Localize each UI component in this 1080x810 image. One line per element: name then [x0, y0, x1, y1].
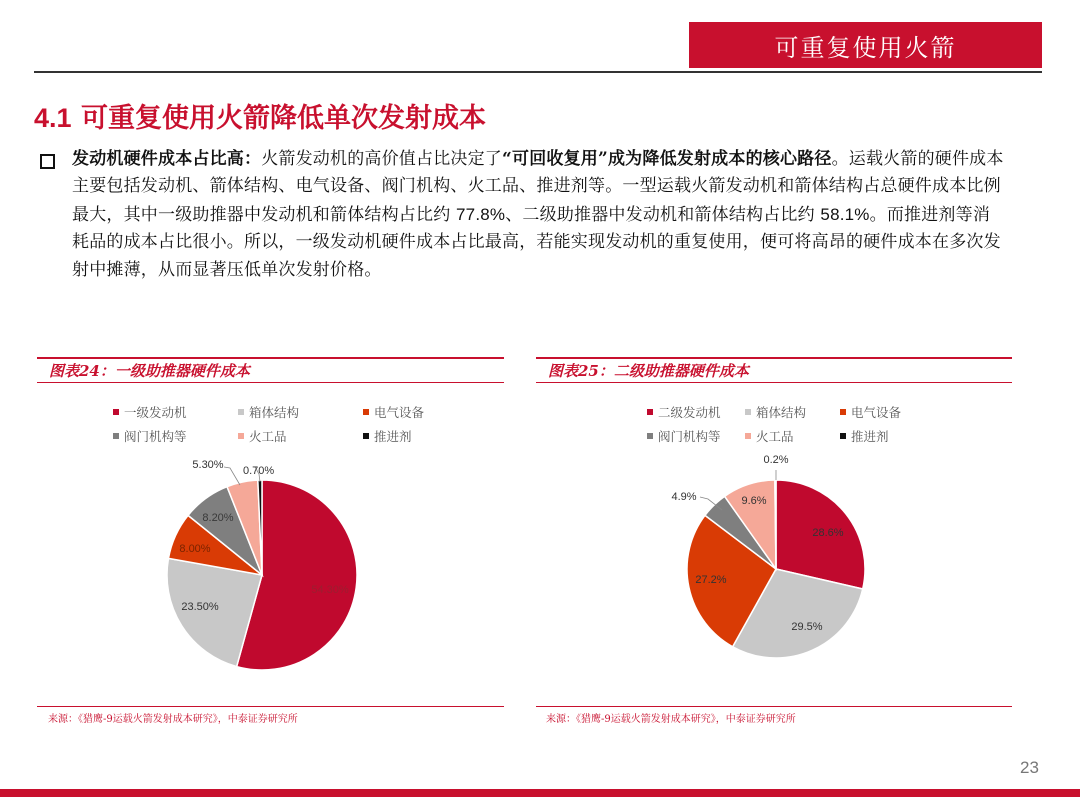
figure-25-source-divider: [536, 706, 1012, 707]
para-text-3: 、二级助推器中发动机和箭体结构占比约: [505, 204, 821, 225]
pie1-data-label-5: 0.70%: [243, 465, 275, 477]
pie2-data-label-1: 29.5%: [791, 621, 823, 633]
pie2-legend-label-3: 阀门机构等: [658, 429, 721, 444]
para-text-4: 。而推进剂等消耗品的成本占比很小。所以，一级发动机硬件成本占比最高，若能实现发动机的重复使用，便可将高昂的硬件成本在多次发射中摊薄，从而显著压低单次发射价格。: [72, 204, 1001, 280]
pie1-data-label-3: 8.20%: [202, 512, 234, 524]
figure-24-title: 图表24：一级助推器硬件成本: [37, 357, 504, 383]
figure-25-title: 图表25：二级助推器硬件成本: [536, 357, 1012, 383]
figure-24-source: 来源：《猎鹰-9运载火箭发射成本研究》，中泰证券研究所: [48, 714, 298, 725]
figure-25-source: 来源：《猎鹰-9运载火箭发射成本研究》，中泰证券研究所: [546, 714, 796, 725]
para-bold-quote: “可回收复用”成为降低发射成本的核心路径: [502, 149, 832, 169]
pie2-legend-label-0: 二级发动机: [658, 405, 721, 420]
para-text-2: 。运载火箭的硬件成本主要包括发动机、箭体结构、电气设备、阀门机构、火工品、推进剂等。一型运载火箭发动机和箭体结构占总硬件成本比例最大，其中一级助推器中发动机和箭体结构占比约: [72, 149, 1004, 225]
para-value-2: 58.1%: [820, 204, 870, 224]
pie2-data-label-2: 27.2%: [695, 574, 727, 586]
pie2-data-label-5: 0.2%: [763, 454, 789, 466]
title-text: 可重复使用火箭降低单次发射成本: [80, 103, 486, 134]
pie2-legend-label-5: 推进剂: [851, 429, 889, 444]
title-number: 4.1: [34, 103, 72, 133]
pie2-data-label-3: 4.9%: [671, 491, 697, 503]
pie1-legend-label-0: 一级发动机: [124, 405, 187, 420]
pie2-data-label-4: 9.6%: [741, 495, 767, 507]
pie2-legend-label-4: 火工品: [756, 429, 794, 444]
figure-24-source-divider: [37, 706, 504, 707]
page-number: 23: [1020, 758, 1039, 777]
para-value-1: 77.8%: [456, 204, 506, 224]
pie1-legend-label-5: 推进剂: [374, 429, 412, 444]
pie2-legend-label-1: 箱体结构: [756, 405, 807, 420]
pie1-data-label-0: 54.30%: [311, 584, 349, 596]
pie1-data-label-2: 8.00%: [179, 543, 211, 555]
pie1-data-label-1: 23.50%: [181, 601, 219, 613]
pie2-legend-label-2: 电气设备: [851, 405, 902, 420]
pie1-legend-label-3: 阀门机构等: [124, 429, 187, 444]
pie1-leader-4: [224, 467, 240, 485]
pie1-data-label-4: 5.30%: [192, 459, 224, 471]
pie2-data-label-0: 28.6%: [812, 527, 844, 539]
pie1-legend-label-4: 火工品: [249, 429, 287, 444]
section-header-label: 可重复使用火箭: [689, 22, 1042, 68]
pie1-legend-label-2: 电气设备: [374, 405, 425, 420]
para-text-1: 火箭发动机的高价值占比决定了: [261, 149, 503, 169]
footer-bar: [0, 789, 1080, 797]
pie1-legend-label-1: 箱体结构: [249, 405, 300, 420]
para-bold-lead: 发动机硬件成本占比高：: [72, 149, 262, 169]
